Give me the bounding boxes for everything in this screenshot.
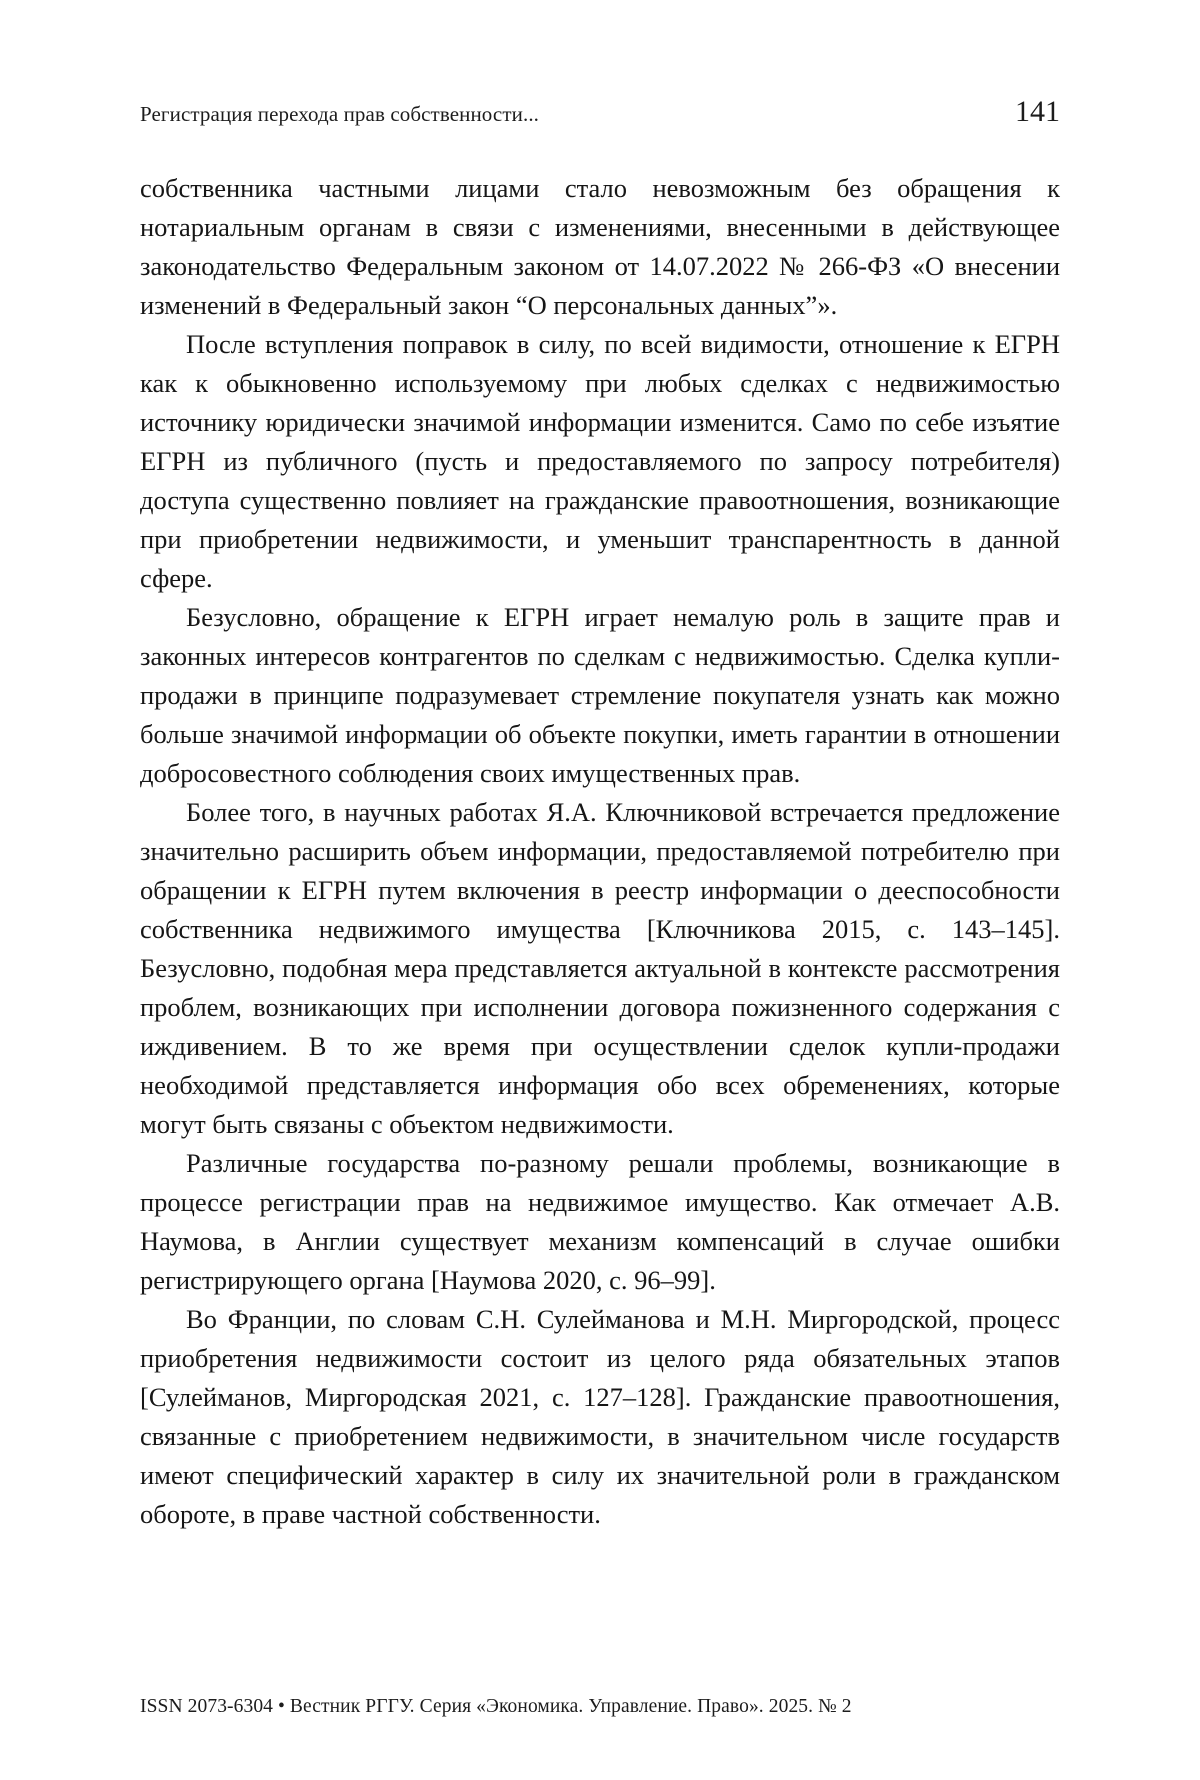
page-footer: ISSN 2073-6304 • Вестник РГГУ. Серия «Экономика. Управление. Право». 2025. № 2 — [140, 1696, 852, 1717]
paragraph: Различные государства по-разному решали проблемы, возникающие в процессе регистрации прав на недвижимое имущество. Как отмечает А.В. Наумова, в Англии существует механизм компенсаций в случае ошибки регистрирующего органа [Наумова 2020, с. 96–99]. — [140, 1148, 1060, 1295]
paragraph: Безусловно, обращение к ЕГРН играет немалую роль в защите прав и законных интересов контрагентов по сделкам с недвижимостью. Сделка купли-продажи в принципе подразумевает стремление покупателя узнать как можно больше значимой информации об объекте покупки, иметь гарантии в отношении добросовестного соблюдения своих имущественных прав. — [140, 602, 1060, 788]
body-text — [140, 169, 1060, 1534]
running-head-title: Регистрация перехода прав собственности... — [140, 102, 540, 126]
paragraph: собственника частными лицами стало невозможным без обращения к нотариальным органам в связи с изменениями, внесенными в действующее законодательство Федеральным законом от 14.07.2022 № 266-ФЗ «О внесении изменений в Федеральный закон “О персональных данных”». — [140, 173, 1060, 320]
paragraph: После вступления поправок в силу, по всей видимости, отношение к ЕГРН как к обыкновенно используемому при любых сделках с недвижимостью источнику юридически значимой информации изменится. Само по себе изъятие ЕГРН из публичного (пусть и предоставляемого по запросу потребителя) доступа существенно повлияет на гражданские правоотношения, возникающие при приобретении недвижимости, и уменьшит транспарентность в данной сфере. — [140, 329, 1060, 593]
paragraph: Во Франции, по словам С.Н. Сулейманова и М.Н. Миргородской, процесс приобретения недвижимости состоит из целого ряда обязательных этапов [Сулейманов, Миргородская 2021, с. 127–128]. Гражданские правоотношения, связанные с приобретением недвижимости, в значительном числе государств имеют специфический характер в силу их значительной роли в гражданском обороте, в праве частной собственности. — [140, 1304, 1060, 1529]
page-number: 141 — [1015, 95, 1060, 128]
paragraph: Более того, в научных работах Я.А. Ключниковой встречается предложение значительно расширить объем информации, предоставляемой потребителю при обращении к ЕГРН путем включения в реестр информации о дееспособности собственника недвижимого имущества [Ключникова 2015, с. 143–145]. Безусловно, подобная мера представляется актуальной в контексте рассмотрения проблем, возникающих при исполнении договора пожизненного содержания с иждивением. В то же время при осуществлении сделок купли-продажи необходимой представляется информация обо всех обременениях, которые могут быть связаны с объектом недвижимости. — [140, 797, 1060, 1139]
running-head — [140, 95, 1060, 129]
